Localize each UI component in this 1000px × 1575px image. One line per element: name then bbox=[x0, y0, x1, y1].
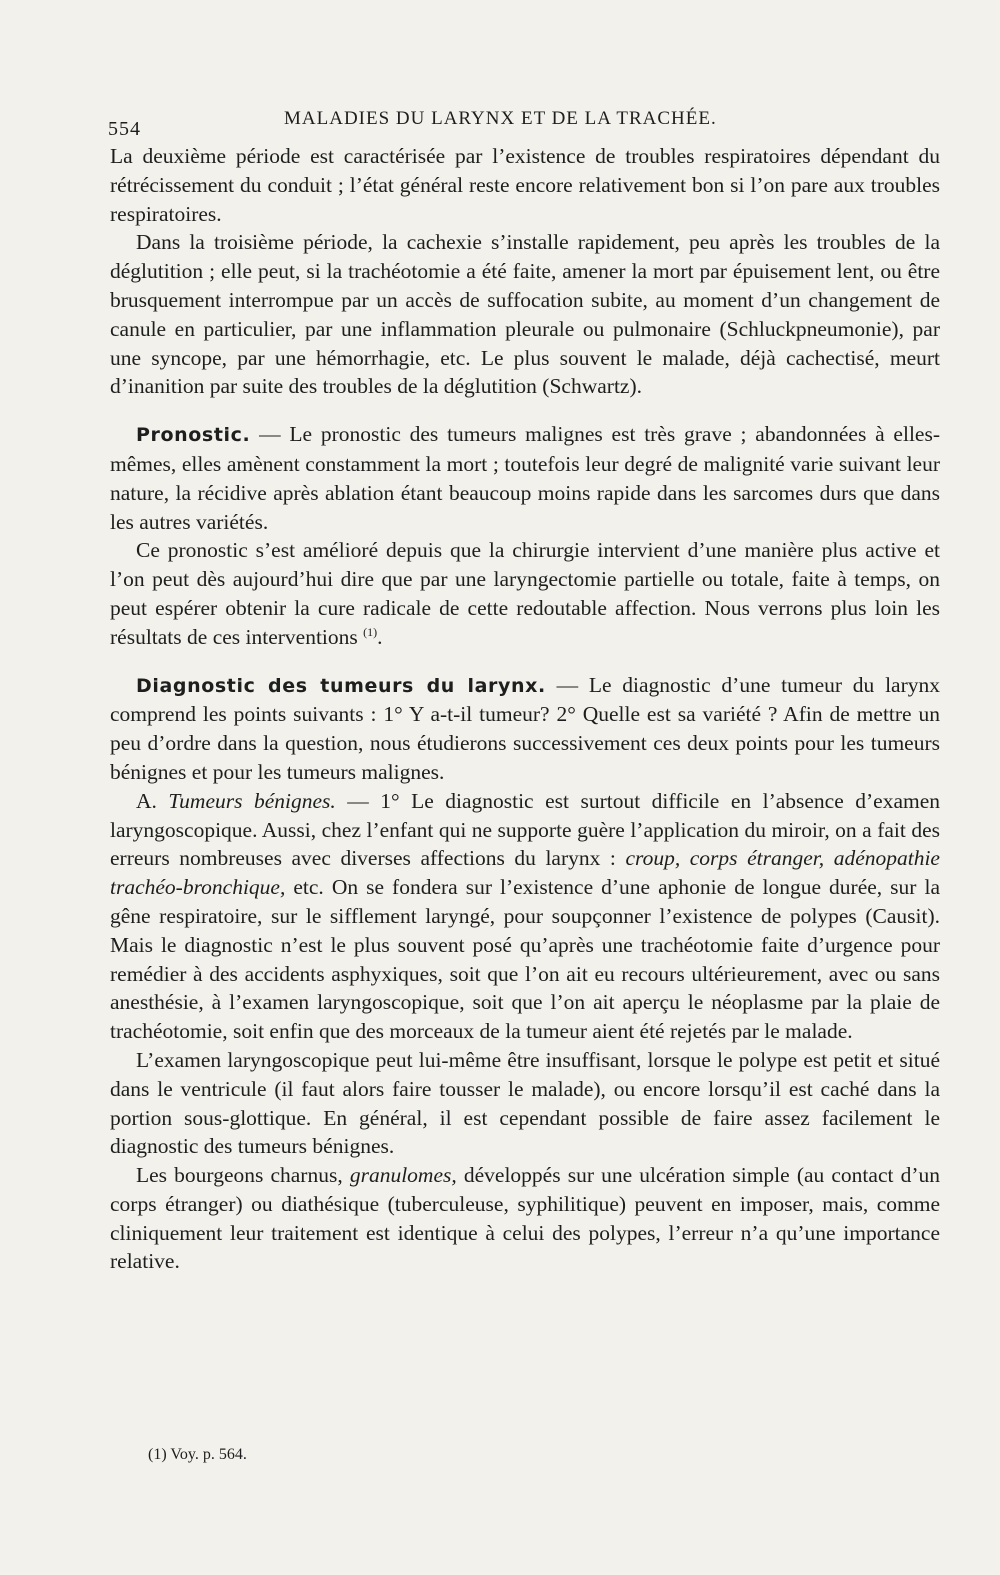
body-text bbox=[110, 142, 940, 1276]
footnote-text: Voy. p. 564. bbox=[170, 1446, 247, 1463]
italic-segment: granulomes, bbox=[349, 1163, 457, 1188]
text-segment: A. bbox=[136, 788, 169, 813]
paragraph-bourgeons-charnus bbox=[110, 1161, 940, 1276]
text-segment: etc. On se fondera sur l’existence d’une aphonie de longue durée, sur la gêne respiratoire, sur le sifflement laryngé, pour soupçonner l’existence de polypes (Causit). Mais le diagnostic n’est le plus souvent posé qu’après une trachéotomie faite d’urgence pour remédier à des accidents asphyxiques, soit que l’on ait eu recours ultérieurement, avec ou sans anesthésie, à l’examen laryngoscopique, soit que l’on ait aperçu le néoplasme par la plaie de trachéotomie, soit enfin que des morceaux de la tumeur aient été rejetés par le malade. bbox=[110, 875, 940, 1044]
paragraph-diagnostic bbox=[110, 671, 940, 787]
page-number: 554 bbox=[108, 118, 141, 140]
italic-segment: Tumeurs bénignes. bbox=[168, 788, 336, 813]
italic-segment: croup, corps étranger, adénopathie trachéo-bronchique, bbox=[110, 846, 940, 900]
text-segment: — 1° Le diagnostic est surtout difficile en l’absence d’examen laryngoscopique. Aussi, chez l’enfant qui ne supporte guère l’application du miroir, on a fait des erreurs nombreuses avec diverses affections du larynx : bbox=[110, 788, 941, 871]
section-heading-diagnostic: Diagnostic des tumeurs du larynx. bbox=[136, 674, 546, 697]
pronostic-text: — Le pronostic des tumeurs malignes est très grave ; abandonnées à elles-mêmes, elles amènent constamment la mort ; toutefois leur degré de malignité varie suivant leur nature, la récidive après ablation étant beaucoup moins rapide dans les sarcomes durs que dans les autres variétés. bbox=[110, 422, 940, 534]
text-segment: développés sur une ulcération simple (au contact d’un corps étranger) ou diathésique (tuberculeuse, syphilitique) peuvent en imposer, mais, comme cliniquement leur traitement est identique à celui des polypes, l’erreur n’a qu’une importance relative. bbox=[110, 1163, 941, 1274]
text-segment: Les bourgeons charnus, bbox=[136, 1163, 350, 1188]
paragraph-pronostic-improved bbox=[110, 536, 940, 651]
improved-text: Ce pronostic s’est amélioré depuis que la chirurgie intervient d’une manière plus active et l’on peut dès aujourd’hui dire que par une laryngectomie partielle ou totale, faite à temps, on peut espérer obtenir la cure radicale de cette redoutable affection. Nous verrons plus loin les résultats de ces interventions bbox=[110, 538, 940, 649]
footnote bbox=[148, 1446, 247, 1464]
paragraph-second-period: La deuxième période est caractérisée par l’existence de troubles respiratoires dépendant du rétrécissement du conduit ; l’état général reste encore relativement bon si l’on pare aux troubles respiratoires. bbox=[110, 144, 940, 226]
improved-text-end: . bbox=[377, 624, 383, 649]
paragraph-tumeurs-benignes bbox=[110, 787, 940, 1046]
paragraph-pronostic bbox=[110, 420, 940, 536]
running-title: MALADIES DU LARYNX ET DE LA TRACHÉE. bbox=[284, 108, 717, 129]
footnote-reference: (1) bbox=[363, 624, 378, 639]
paragraph-third-period: Dans la troisième période, la cachexie s’installe rapidement, peu après les troubles de la déglutition ; elle peut, si la trachéotomie a été faite, amener la mort par épuisement lent, ou être brusquement interrompue par un accès de suffocation subite, au moment d’un changement de canule en particulier, par une inflammation pleurale ou pulmonaire (Schluckpneumonie), par une syncope, par une hémorrhagie, etc. Le plus souvent le malade, déjà cachectisé, meurt d’inanition par suite des troubles de la déglutition (Schwartz). bbox=[110, 230, 940, 399]
footnote-mark: (1) bbox=[148, 1446, 167, 1463]
diagnostic-text: — Le diagnostic d’une tumeur du larynx comprend les points suivants : 1° Y a-t-il tumeur? 2° Quelle est sa variété ? Afin de mettre un peu d’ordre dans la question, nous étudierons successivement ces deux points pour les tumeurs bénignes et pour les tumeurs malignes. bbox=[110, 672, 940, 784]
section-heading-pronostic: Pronostic. bbox=[136, 424, 251, 447]
paragraph-examen-laryngoscopique: L’examen laryngoscopique peut lui-même être insuffisant, lorsque le polype est petit et situé dans le ventricule (il faut alors faire tousser le malade), ou encore lorsqu’il est caché dans la portion sous-glottique. En général, il est cependant possible de faire assez facilement le diagnostic des tumeurs bénignes. bbox=[110, 1047, 940, 1159]
